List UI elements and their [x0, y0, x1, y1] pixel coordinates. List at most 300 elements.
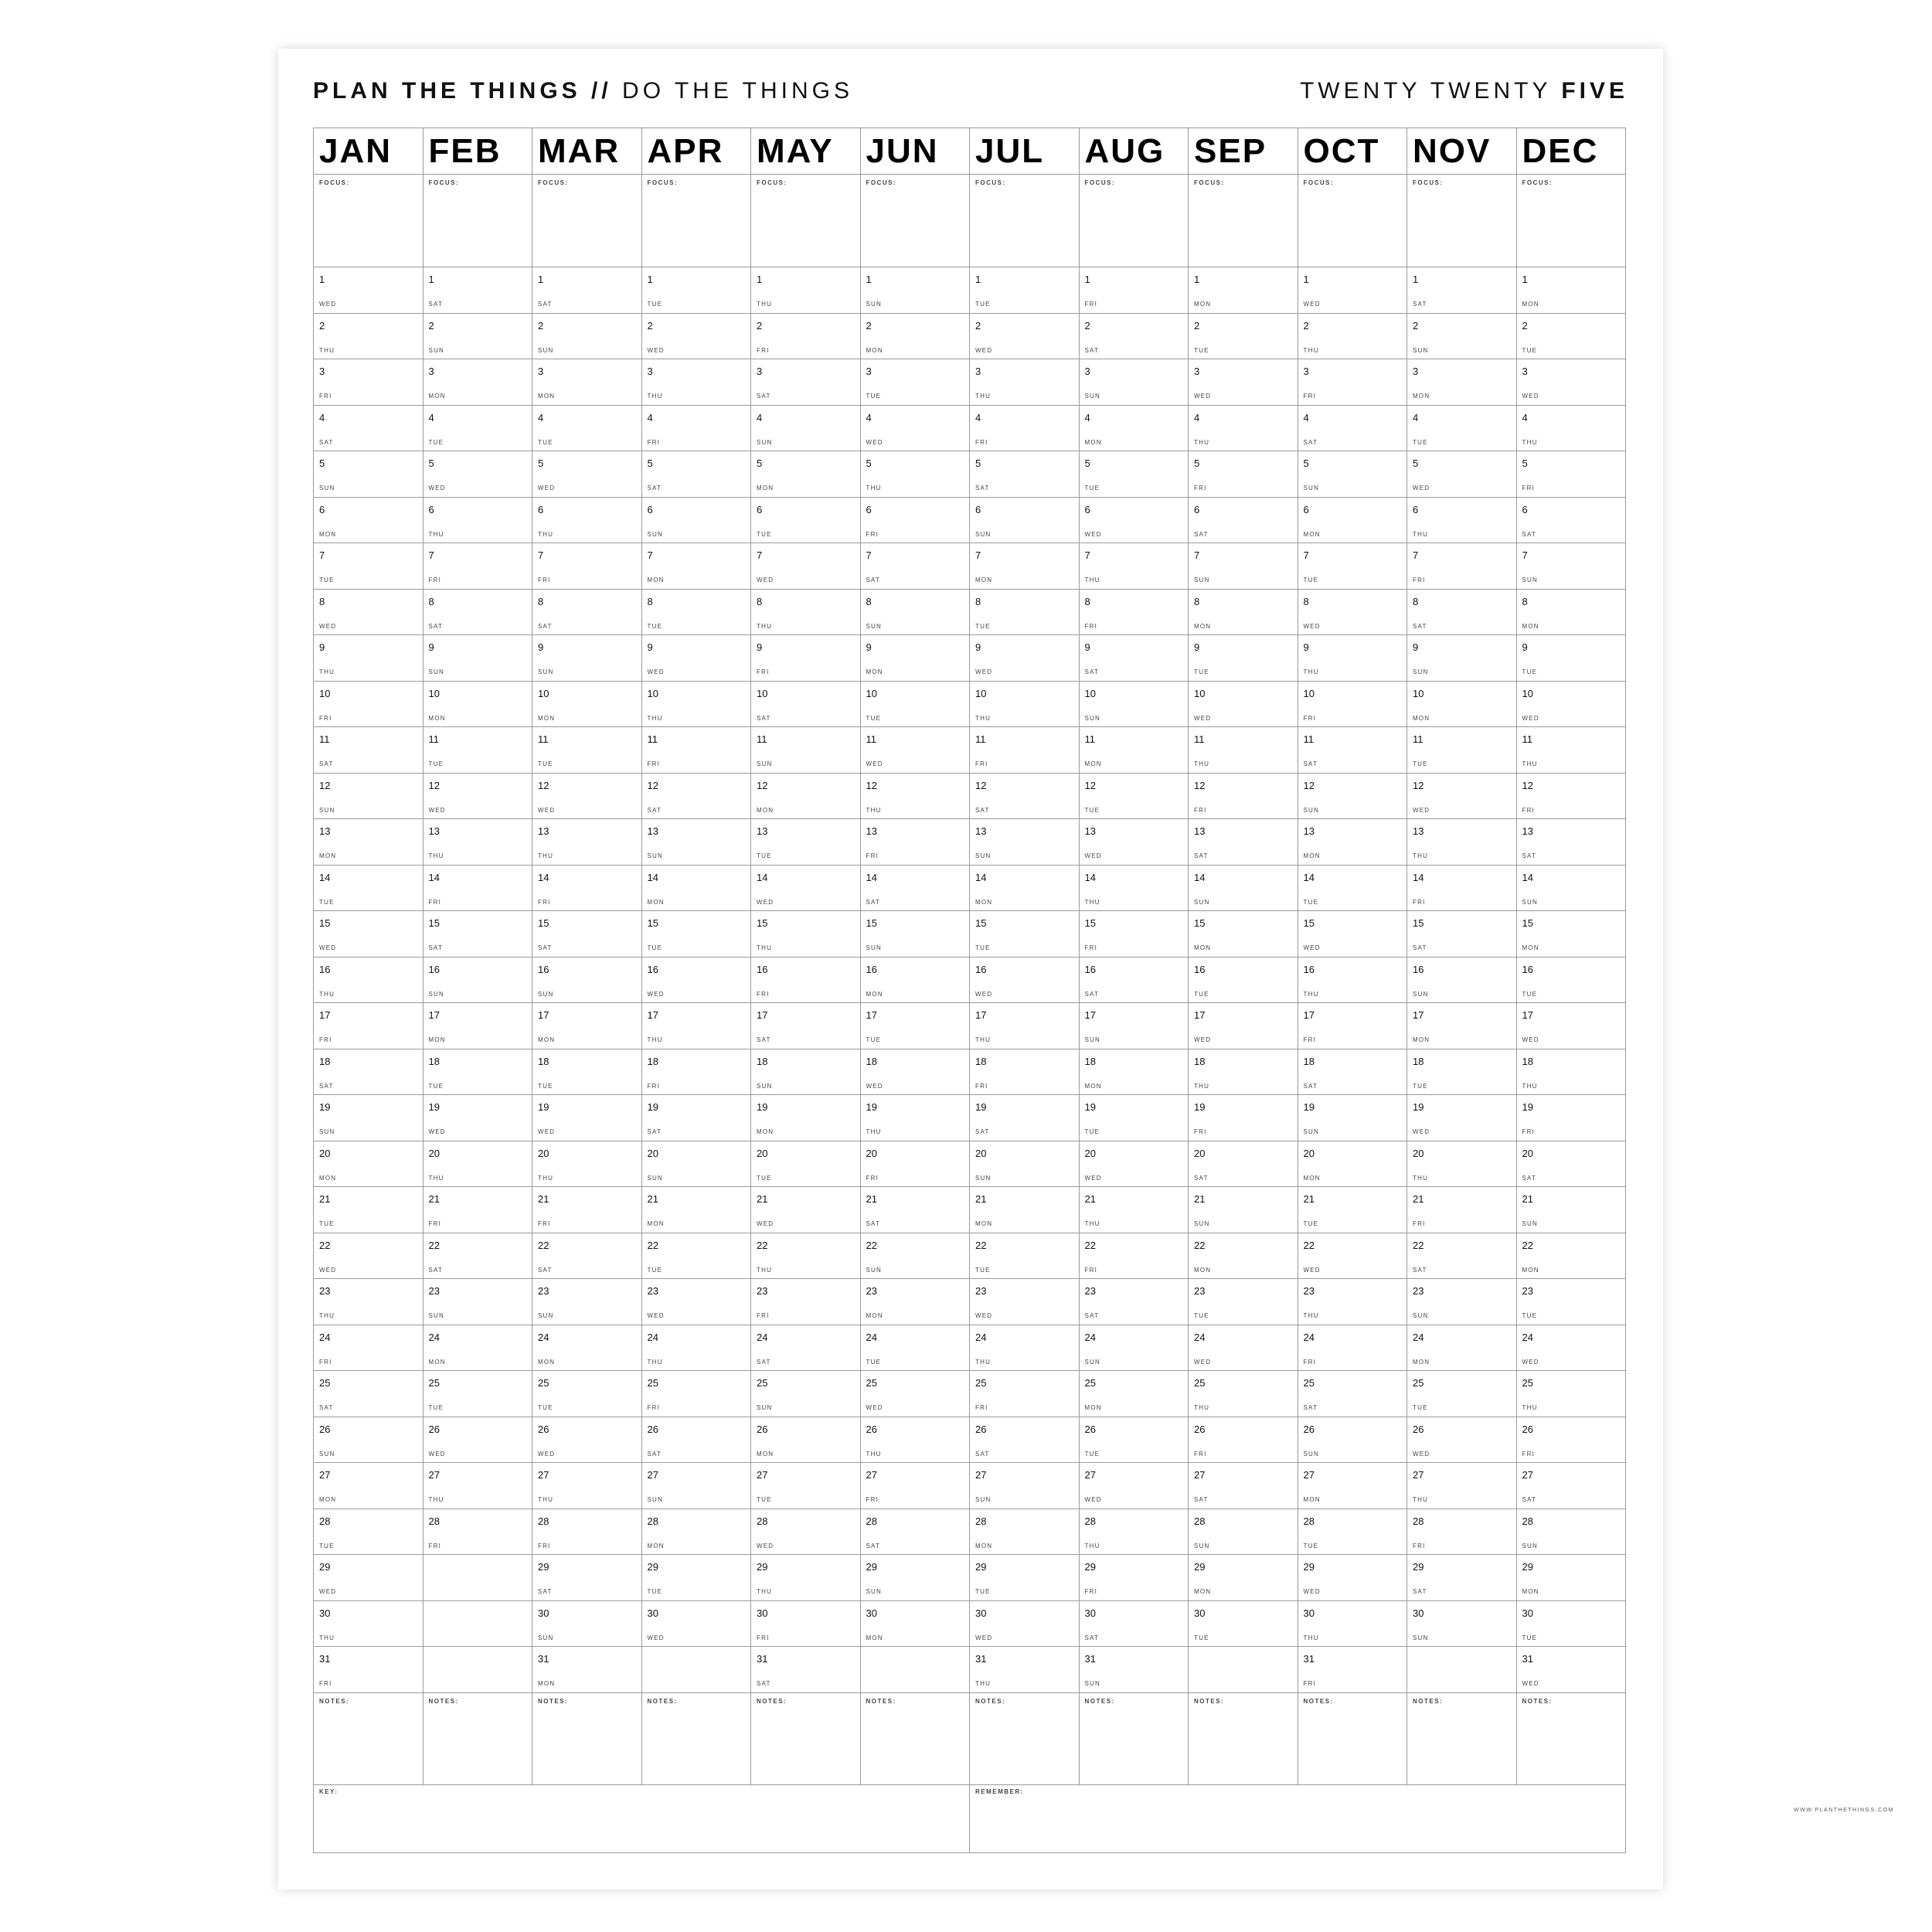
- day-cell[interactable]: [1517, 1187, 1627, 1233]
- day-cell[interactable]: [861, 1187, 971, 1233]
- day-cell[interactable]: [423, 682, 533, 728]
- day-cell[interactable]: [751, 911, 861, 957]
- day-cell[interactable]: [642, 819, 752, 866]
- day-cell[interactable]: [861, 1509, 971, 1556]
- day-cell[interactable]: [1298, 1095, 1408, 1141]
- day-cell[interactable]: [1298, 267, 1408, 314]
- day-cell[interactable]: [532, 1417, 642, 1464]
- day-cell[interactable]: [1189, 1509, 1298, 1556]
- day-cell[interactable]: [1517, 543, 1627, 590]
- day-cell[interactable]: [861, 819, 971, 866]
- day-cell[interactable]: [642, 1509, 752, 1556]
- day-cell[interactable]: [314, 1141, 423, 1188]
- day-cell[interactable]: [751, 543, 861, 590]
- day-cell[interactable]: [751, 1417, 861, 1464]
- day-cell[interactable]: [970, 1279, 1080, 1325]
- day-cell[interactable]: [532, 1601, 642, 1648]
- notes-box[interactable]: [314, 1693, 423, 1785]
- day-cell[interactable]: [1080, 1049, 1189, 1096]
- day-cell[interactable]: [1407, 1049, 1517, 1096]
- day-cell[interactable]: [423, 1325, 533, 1372]
- day-cell[interactable]: [642, 1601, 752, 1648]
- day-cell[interactable]: [1517, 682, 1627, 728]
- day-cell[interactable]: [1298, 1003, 1408, 1049]
- day-cell[interactable]: [532, 267, 642, 314]
- day-cell[interactable]: [1517, 911, 1627, 957]
- day-cell[interactable]: [1407, 866, 1517, 912]
- day-cell[interactable]: [751, 359, 861, 406]
- day-cell[interactable]: [1189, 727, 1298, 774]
- day-cell[interactable]: [532, 866, 642, 912]
- day-cell[interactable]: [861, 1279, 971, 1325]
- day-cell[interactable]: [1407, 359, 1517, 406]
- day-cell[interactable]: [1517, 1233, 1627, 1280]
- day-cell[interactable]: [970, 359, 1080, 406]
- day-cell[interactable]: [1517, 451, 1627, 498]
- day-cell[interactable]: [1407, 1003, 1517, 1049]
- day-cell[interactable]: [1298, 1601, 1408, 1648]
- day-cell[interactable]: [423, 635, 533, 682]
- day-cell[interactable]: [1298, 682, 1408, 728]
- day-cell[interactable]: [1080, 543, 1189, 590]
- day-cell[interactable]: [1407, 682, 1517, 728]
- day-cell[interactable]: [1080, 1417, 1189, 1464]
- day-cell[interactable]: [970, 1141, 1080, 1188]
- day-cell[interactable]: [642, 1417, 752, 1464]
- day-cell[interactable]: [861, 1233, 971, 1280]
- focus-box[interactable]: [1298, 175, 1408, 267]
- day-cell[interactable]: [1080, 1371, 1189, 1417]
- day-cell[interactable]: [861, 451, 971, 498]
- day-cell[interactable]: [861, 498, 971, 544]
- day-cell[interactable]: [1298, 1141, 1408, 1188]
- focus-box[interactable]: [1407, 175, 1517, 267]
- day-cell[interactable]: [423, 1233, 533, 1280]
- day-cell[interactable]: [423, 1509, 533, 1556]
- day-cell[interactable]: [970, 727, 1080, 774]
- day-cell[interactable]: [314, 1601, 423, 1648]
- day-cell[interactable]: [423, 1187, 533, 1233]
- day-cell[interactable]: [1517, 359, 1627, 406]
- day-cell[interactable]: [1517, 1141, 1627, 1188]
- day-cell[interactable]: [314, 911, 423, 957]
- day-cell[interactable]: [314, 1233, 423, 1280]
- day-cell[interactable]: [532, 1233, 642, 1280]
- day-cell[interactable]: [861, 635, 971, 682]
- day-cell[interactable]: [751, 267, 861, 314]
- day-cell[interactable]: [532, 543, 642, 590]
- day-cell[interactable]: [532, 911, 642, 957]
- day-cell[interactable]: [314, 1371, 423, 1417]
- day-cell[interactable]: [1517, 314, 1627, 360]
- day-cell[interactable]: [970, 543, 1080, 590]
- day-cell[interactable]: [1407, 451, 1517, 498]
- day-cell[interactable]: [1517, 1325, 1627, 1372]
- day-cell[interactable]: [642, 1325, 752, 1372]
- day-cell[interactable]: [642, 267, 752, 314]
- day-cell[interactable]: [1080, 819, 1189, 866]
- day-cell[interactable]: [970, 451, 1080, 498]
- day-cell[interactable]: [314, 1647, 423, 1693]
- day-cell[interactable]: [1407, 911, 1517, 957]
- day-cell[interactable]: [1517, 1417, 1627, 1464]
- focus-box[interactable]: [970, 175, 1080, 267]
- day-cell[interactable]: [423, 1003, 533, 1049]
- day-cell[interactable]: [1189, 1463, 1298, 1509]
- day-cell[interactable]: [751, 1371, 861, 1417]
- day-cell[interactable]: [642, 1049, 752, 1096]
- day-cell[interactable]: [970, 1049, 1080, 1096]
- day-cell[interactable]: [1080, 1095, 1189, 1141]
- day-cell[interactable]: [1407, 314, 1517, 360]
- day-cell[interactable]: [861, 1141, 971, 1188]
- day-cell[interactable]: [532, 682, 642, 728]
- day-cell[interactable]: [1517, 1279, 1627, 1325]
- day-cell[interactable]: [970, 774, 1080, 820]
- day-cell[interactable]: [1517, 1601, 1627, 1648]
- day-cell[interactable]: [1298, 819, 1408, 866]
- day-cell[interactable]: [751, 1463, 861, 1509]
- day-cell[interactable]: [1298, 1509, 1408, 1556]
- day-cell[interactable]: [423, 1371, 533, 1417]
- day-cell[interactable]: [861, 1463, 971, 1509]
- day-cell[interactable]: [532, 1095, 642, 1141]
- day-cell[interactable]: [861, 1095, 971, 1141]
- day-cell[interactable]: [314, 1555, 423, 1601]
- day-cell[interactable]: [1298, 866, 1408, 912]
- day-cell[interactable]: [423, 314, 533, 360]
- day-cell[interactable]: [1080, 1141, 1189, 1188]
- day-cell[interactable]: [1080, 1003, 1189, 1049]
- day-cell[interactable]: [970, 911, 1080, 957]
- day-cell[interactable]: [1407, 1601, 1517, 1648]
- day-cell[interactable]: [642, 1095, 752, 1141]
- day-cell[interactable]: [642, 1187, 752, 1233]
- day-cell[interactable]: [423, 1463, 533, 1509]
- day-cell[interactable]: [1080, 498, 1189, 544]
- day-cell[interactable]: [1189, 1325, 1298, 1372]
- day-cell[interactable]: [970, 1095, 1080, 1141]
- day-cell[interactable]: [970, 314, 1080, 360]
- day-cell[interactable]: [751, 1555, 861, 1601]
- day-cell[interactable]: [642, 682, 752, 728]
- day-cell[interactable]: [1080, 314, 1189, 360]
- day-cell[interactable]: [532, 590, 642, 636]
- day-cell[interactable]: [1407, 1417, 1517, 1464]
- day-cell[interactable]: [751, 727, 861, 774]
- day-cell[interactable]: [861, 359, 971, 406]
- focus-box[interactable]: [314, 175, 423, 267]
- day-cell[interactable]: [1189, 451, 1298, 498]
- day-cell[interactable]: [642, 590, 752, 636]
- day-cell[interactable]: [314, 866, 423, 912]
- day-cell[interactable]: [642, 1279, 752, 1325]
- day-cell[interactable]: [532, 359, 642, 406]
- day-cell[interactable]: [1517, 957, 1627, 1004]
- day-cell[interactable]: [1517, 406, 1627, 452]
- day-cell[interactable]: [1298, 1279, 1408, 1325]
- day-cell[interactable]: [1407, 1095, 1517, 1141]
- day-cell[interactable]: [1298, 590, 1408, 636]
- day-cell[interactable]: [1407, 1325, 1517, 1372]
- day-cell[interactable]: [314, 314, 423, 360]
- day-cell[interactable]: [1189, 1003, 1298, 1049]
- day-cell[interactable]: [1298, 1555, 1408, 1601]
- focus-box[interactable]: [532, 175, 642, 267]
- day-cell[interactable]: [1298, 1325, 1408, 1372]
- day-cell[interactable]: [1189, 911, 1298, 957]
- day-cell[interactable]: [1080, 1509, 1189, 1556]
- day-cell[interactable]: [1080, 727, 1189, 774]
- day-cell[interactable]: [532, 314, 642, 360]
- day-cell[interactable]: [970, 635, 1080, 682]
- day-cell[interactable]: [1189, 866, 1298, 912]
- day-cell[interactable]: [970, 866, 1080, 912]
- day-cell[interactable]: [1189, 682, 1298, 728]
- day-cell[interactable]: [423, 774, 533, 820]
- day-cell[interactable]: [1189, 1371, 1298, 1417]
- day-cell[interactable]: [1407, 819, 1517, 866]
- day-cell[interactable]: [751, 1325, 861, 1372]
- day-cell[interactable]: [1080, 1187, 1189, 1233]
- day-cell[interactable]: [1080, 911, 1189, 957]
- day-cell[interactable]: [751, 1049, 861, 1096]
- day-cell[interactable]: [751, 1187, 861, 1233]
- day-cell[interactable]: [1189, 1601, 1298, 1648]
- day-cell[interactable]: [1080, 774, 1189, 820]
- day-cell[interactable]: [314, 957, 423, 1004]
- day-cell[interactable]: [1189, 498, 1298, 544]
- day-cell[interactable]: [1407, 1141, 1517, 1188]
- day-cell[interactable]: [751, 314, 861, 360]
- day-cell[interactable]: [1298, 957, 1408, 1004]
- day-cell[interactable]: [314, 1095, 423, 1141]
- day-cell[interactable]: [970, 1509, 1080, 1556]
- day-cell[interactable]: [314, 774, 423, 820]
- day-cell[interactable]: [1189, 1049, 1298, 1096]
- day-cell[interactable]: [861, 1049, 971, 1096]
- day-cell[interactable]: [642, 1003, 752, 1049]
- day-cell[interactable]: [1517, 1049, 1627, 1096]
- day-cell[interactable]: [423, 543, 533, 590]
- day-cell[interactable]: [314, 498, 423, 544]
- day-cell[interactable]: [642, 1555, 752, 1601]
- day-cell[interactable]: [1298, 1233, 1408, 1280]
- day-cell[interactable]: [532, 727, 642, 774]
- day-cell[interactable]: [751, 1095, 861, 1141]
- day-cell[interactable]: [861, 957, 971, 1004]
- day-cell[interactable]: [314, 1187, 423, 1233]
- day-cell[interactable]: [861, 1417, 971, 1464]
- day-cell[interactable]: [1517, 267, 1627, 314]
- day-cell[interactable]: [1080, 1325, 1189, 1372]
- notes-box[interactable]: [1407, 1693, 1517, 1785]
- day-cell[interactable]: [970, 1555, 1080, 1601]
- day-cell[interactable]: [1080, 957, 1189, 1004]
- day-cell[interactable]: [642, 314, 752, 360]
- day-cell[interactable]: [1298, 774, 1408, 820]
- day-cell[interactable]: [314, 359, 423, 406]
- day-cell[interactable]: [861, 682, 971, 728]
- day-cell[interactable]: [751, 1003, 861, 1049]
- day-cell[interactable]: [1189, 359, 1298, 406]
- day-cell[interactable]: [423, 1049, 533, 1096]
- day-cell[interactable]: [751, 1233, 861, 1280]
- day-cell[interactable]: [861, 727, 971, 774]
- day-cell[interactable]: [970, 498, 1080, 544]
- day-cell[interactable]: [751, 1601, 861, 1648]
- day-cell[interactable]: [970, 1325, 1080, 1372]
- day-cell[interactable]: [1407, 543, 1517, 590]
- day-cell[interactable]: [423, 911, 533, 957]
- day-cell[interactable]: [861, 543, 971, 590]
- day-cell[interactable]: [861, 1555, 971, 1601]
- day-cell[interactable]: [1189, 957, 1298, 1004]
- day-cell[interactable]: [1080, 682, 1189, 728]
- day-cell[interactable]: [970, 590, 1080, 636]
- day-cell[interactable]: [970, 1417, 1080, 1464]
- remember-box[interactable]: [970, 1784, 1626, 1853]
- day-cell[interactable]: [751, 1141, 861, 1188]
- day-cell[interactable]: [1298, 314, 1408, 360]
- day-cell[interactable]: [970, 957, 1080, 1004]
- day-cell[interactable]: [642, 957, 752, 1004]
- day-cell[interactable]: [751, 819, 861, 866]
- notes-box[interactable]: [1298, 1693, 1408, 1785]
- day-cell[interactable]: [314, 1463, 423, 1509]
- day-cell[interactable]: [1189, 590, 1298, 636]
- day-cell[interactable]: [1517, 1463, 1627, 1509]
- day-cell[interactable]: [1517, 1509, 1627, 1556]
- day-cell[interactable]: [314, 543, 423, 590]
- day-cell[interactable]: [1080, 1601, 1189, 1648]
- day-cell[interactable]: [1407, 498, 1517, 544]
- day-cell[interactable]: [861, 1325, 971, 1372]
- day-cell[interactable]: [1407, 1463, 1517, 1509]
- day-cell[interactable]: [1298, 635, 1408, 682]
- day-cell[interactable]: [314, 819, 423, 866]
- day-cell[interactable]: [642, 635, 752, 682]
- focus-box[interactable]: [1517, 175, 1627, 267]
- notes-box[interactable]: [751, 1693, 861, 1785]
- day-cell[interactable]: [1407, 406, 1517, 452]
- day-cell[interactable]: [861, 406, 971, 452]
- day-cell[interactable]: [314, 1049, 423, 1096]
- day-cell[interactable]: [1298, 1371, 1408, 1417]
- day-cell[interactable]: [1189, 819, 1298, 866]
- notes-box[interactable]: [861, 1693, 971, 1785]
- day-cell[interactable]: [314, 590, 423, 636]
- day-cell[interactable]: [1407, 267, 1517, 314]
- day-cell[interactable]: [532, 1463, 642, 1509]
- notes-box[interactable]: [532, 1693, 642, 1785]
- day-cell[interactable]: [970, 1463, 1080, 1509]
- day-cell[interactable]: [532, 957, 642, 1004]
- day-cell[interactable]: [1517, 635, 1627, 682]
- day-cell[interactable]: [314, 1509, 423, 1556]
- day-cell[interactable]: [1189, 1279, 1298, 1325]
- day-cell[interactable]: [1298, 359, 1408, 406]
- day-cell[interactable]: [423, 359, 533, 406]
- day-cell[interactable]: [1189, 543, 1298, 590]
- day-cell[interactable]: [1080, 267, 1189, 314]
- day-cell[interactable]: [1517, 1095, 1627, 1141]
- day-cell[interactable]: [1189, 1555, 1298, 1601]
- notes-box[interactable]: [1080, 1693, 1189, 1785]
- day-cell[interactable]: [532, 498, 642, 544]
- day-cell[interactable]: [1517, 774, 1627, 820]
- day-cell[interactable]: [1407, 1233, 1517, 1280]
- day-cell[interactable]: [532, 1279, 642, 1325]
- day-cell[interactable]: [423, 1095, 533, 1141]
- day-cell[interactable]: [1298, 1049, 1408, 1096]
- day-cell[interactable]: [314, 1417, 423, 1464]
- day-cell[interactable]: [1298, 1187, 1408, 1233]
- day-cell[interactable]: [1189, 1233, 1298, 1280]
- day-cell[interactable]: [1407, 1555, 1517, 1601]
- day-cell[interactable]: [1298, 451, 1408, 498]
- day-cell[interactable]: [1189, 635, 1298, 682]
- day-cell[interactable]: [314, 1325, 423, 1372]
- notes-box[interactable]: [642, 1693, 752, 1785]
- day-cell[interactable]: [642, 1233, 752, 1280]
- day-cell[interactable]: [532, 774, 642, 820]
- day-cell[interactable]: [642, 498, 752, 544]
- day-cell[interactable]: [314, 682, 423, 728]
- day-cell[interactable]: [1189, 1417, 1298, 1464]
- day-cell[interactable]: [1407, 957, 1517, 1004]
- notes-box[interactable]: [1517, 1693, 1627, 1785]
- day-cell[interactable]: [314, 635, 423, 682]
- day-cell[interactable]: [532, 1049, 642, 1096]
- day-cell[interactable]: [751, 1509, 861, 1556]
- day-cell[interactable]: [1407, 1279, 1517, 1325]
- day-cell[interactable]: [642, 406, 752, 452]
- key-box[interactable]: [314, 1784, 970, 1853]
- day-cell[interactable]: [423, 406, 533, 452]
- day-cell[interactable]: [532, 1509, 642, 1556]
- day-cell[interactable]: [532, 1141, 642, 1188]
- day-cell[interactable]: [532, 1555, 642, 1601]
- focus-box[interactable]: [642, 175, 752, 267]
- day-cell[interactable]: [642, 1463, 752, 1509]
- day-cell[interactable]: [1080, 1233, 1189, 1280]
- day-cell[interactable]: [1407, 774, 1517, 820]
- day-cell[interactable]: [642, 727, 752, 774]
- day-cell[interactable]: [642, 543, 752, 590]
- day-cell[interactable]: [532, 819, 642, 866]
- day-cell[interactable]: [642, 359, 752, 406]
- day-cell[interactable]: [423, 451, 533, 498]
- focus-box[interactable]: [861, 175, 971, 267]
- day-cell[interactable]: [861, 1003, 971, 1049]
- day-cell[interactable]: [1189, 1141, 1298, 1188]
- day-cell[interactable]: [1298, 1417, 1408, 1464]
- day-cell[interactable]: [751, 774, 861, 820]
- day-cell[interactable]: [861, 1601, 971, 1648]
- day-cell[interactable]: [1517, 1003, 1627, 1049]
- day-cell[interactable]: [970, 682, 1080, 728]
- day-cell[interactable]: [314, 406, 423, 452]
- day-cell[interactable]: [423, 267, 533, 314]
- day-cell[interactable]: [751, 682, 861, 728]
- day-cell[interactable]: [1298, 406, 1408, 452]
- day-cell[interactable]: [314, 727, 423, 774]
- day-cell[interactable]: [1080, 635, 1189, 682]
- day-cell[interactable]: [1517, 1371, 1627, 1417]
- day-cell[interactable]: [423, 1279, 533, 1325]
- day-cell[interactable]: [532, 451, 642, 498]
